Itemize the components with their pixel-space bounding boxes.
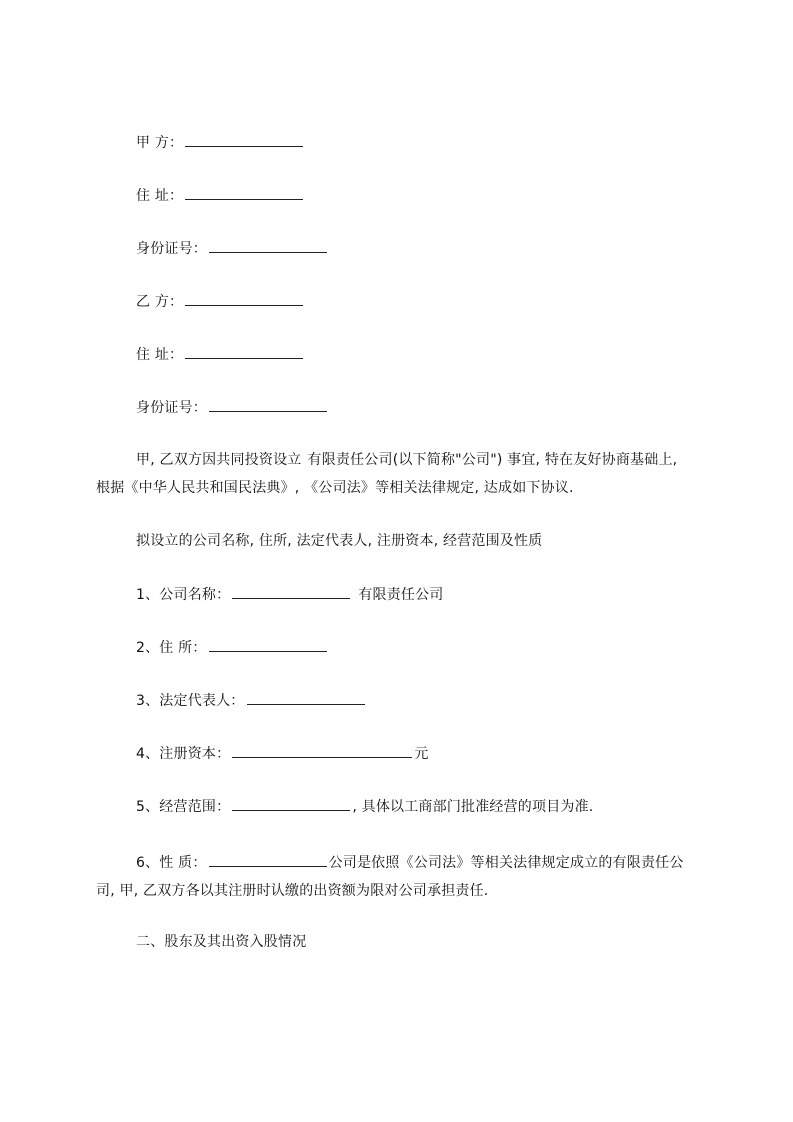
party-b-address-row (136, 344, 305, 365)
item-capital-row (136, 743, 429, 764)
legal-rep-blank[interactable] (247, 690, 365, 705)
party-a-id-row (136, 238, 329, 259)
item-nature-text: 公司是依照《公司法》等相关法律规定成立的有限责任公司, 甲, 乙双方各以其注册时认缴的出资额为限对公司承担责任. (96, 855, 684, 899)
item-legal-rep-label: 3、法定代表人： (136, 693, 245, 709)
item-address-label: 2、住 所： (136, 640, 207, 656)
party-b-name-blank[interactable] (185, 291, 303, 306)
party-b-address-blank[interactable] (185, 344, 303, 359)
item-company-name-suffix: 有限责任公司 (358, 587, 444, 603)
item-nature-paragraph (96, 849, 696, 905)
section2-title: 二、股东及其出资入股情况 (136, 934, 307, 950)
item-capital-suffix: 元 (414, 746, 429, 762)
party-a-name-label: 甲 方： (136, 135, 184, 151)
party-a-address-row (136, 185, 305, 206)
party-a-name-row (136, 132, 305, 153)
company-address-blank[interactable] (209, 637, 327, 652)
item-scope-row (136, 796, 593, 817)
party-b-name-label: 乙 方： (136, 294, 184, 310)
party-b-id-label: 身份证号： (136, 400, 207, 416)
item-scope-label: 5、经营范围： (136, 799, 231, 815)
party-a-id-blank[interactable] (209, 238, 327, 253)
item-capital-label: 4、注册资本： (136, 746, 231, 762)
item-company-name-label: 1、公司名称： (136, 587, 231, 603)
intro-text-part1: 甲, 乙双方因共同投资设立 (136, 452, 302, 468)
item-address-row (136, 637, 329, 658)
item-nature-label: 6、性 质： (136, 855, 207, 871)
party-b-address-label: 住 址： (136, 347, 184, 363)
section1-title: 拟设立的公司名称, 住所, 法定代表人, 注册资本, 经营范围及性质 (136, 533, 543, 549)
intro-paragraph (96, 446, 696, 502)
item-company-name-row (136, 584, 444, 605)
item-legal-rep-row (136, 690, 367, 711)
item-scope-suffix: , 具体以工商部门批准经营的项目为准. (352, 799, 594, 815)
company-name-blank[interactable] (232, 584, 350, 599)
party-b-name-row (136, 291, 305, 312)
intro-text-part2: 有限责任公司(以下简称"公司") 事宜, 特在友好协商基础上, 根据《中华人民共和国民法典》, 《公司法》等相关法律规定, 达成如下协议. (96, 452, 678, 496)
capital-blank[interactable] (232, 743, 412, 758)
party-a-address-blank[interactable] (185, 185, 303, 200)
party-a-name-blank[interactable] (185, 132, 303, 147)
scope-blank[interactable] (232, 796, 350, 811)
party-a-id-label: 身份证号： (136, 241, 207, 257)
party-b-id-blank[interactable] (209, 397, 327, 412)
party-b-id-row (136, 397, 329, 418)
party-a-address-label: 住 址： (136, 188, 184, 204)
nature-blank[interactable] (209, 852, 327, 867)
